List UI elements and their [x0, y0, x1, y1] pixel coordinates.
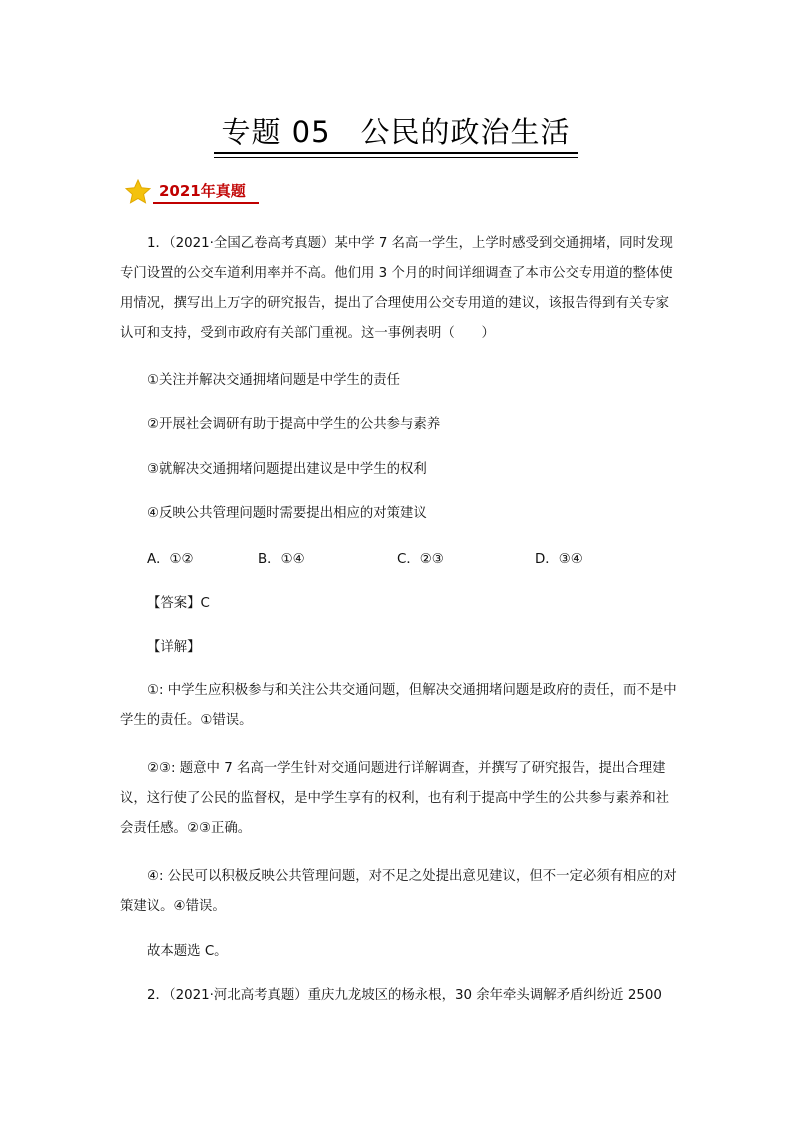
- section-label: 2021年真题: [159, 182, 246, 200]
- detail-text: ①: 中学生应积极参与和关注公共交通问题，但解决交通拥堵问题是政府的责任，而不是中学生的责任。①错误。: [120, 683, 677, 728]
- title-underline-thin: [214, 157, 578, 158]
- question-stem: 1．（2021·全国乙卷高考真题）某中学 7 名高一学生，上学时感受到交通拥堵，同时发现专门设置的公交车道利用率并不高。他们用 3 个月的时间详细调查了本市公交专用道的整体使用情况，撰写出上万字的研究报告，提出了合理使用公交专用道的建议，该报告得到有关专家认可和支持，受到市政府有关部门重视。这一事例表明（ ）: [120, 236, 673, 341]
- title-underline: [214, 152, 578, 154]
- detail-label: 【详解】: [147, 640, 201, 655]
- detail-paragraph-1: [120, 676, 680, 736]
- statement-1: ①关注并解决交通拥堵问题是中学生的责任: [147, 373, 401, 388]
- page-title: 专题 05 公民的政治生活: [221, 115, 571, 149]
- option-d: D．③④: [535, 552, 583, 567]
- statement-3: ③就解决交通拥堵问题提出建议是中学生的权利: [147, 462, 427, 477]
- option-b: B．①④: [258, 552, 305, 567]
- detail-text: ④: 公民可以积极反映公共管理问题，对不足之处提出意见建议，但不一定必须有相应的对策建议。④错误。: [120, 869, 677, 914]
- title-block: [214, 112, 578, 158]
- conclusion-line: 故本题选 C。: [147, 944, 228, 959]
- answer-options: [147, 548, 687, 570]
- option-a: A．①②: [147, 552, 194, 567]
- detail-text: ②③: 题意中 7 名高一学生针对交通问题进行详解调查，并撰写了研究报告，提出合理建议，这行使了公民的监督权，是中学生享有的权利，也有利于提高中学生的公共参与素养和社会责任感。②③正确。: [120, 761, 670, 836]
- option-c: C．②③: [397, 552, 444, 567]
- section-header: [125, 176, 265, 206]
- statement-2: ②开展社会调研有助于提高中学生的公共参与素养: [147, 417, 441, 432]
- detail-paragraph-2: [120, 754, 680, 844]
- detail-paragraph-3: [120, 862, 680, 922]
- star-icon: [125, 179, 151, 204]
- question-1-stem-block: [120, 229, 680, 349]
- answer-line: 【答案】C: [147, 596, 210, 611]
- question-2-stem: 2．（2021·河北高考真题）重庆九龙坡区的杨永根，30 余年牵头调解矛盾纠纷近 2500: [147, 988, 662, 1003]
- section-underline: [153, 202, 259, 204]
- statement-4: ④反映公共管理问题时需要提出相应的对策建议: [147, 506, 427, 521]
